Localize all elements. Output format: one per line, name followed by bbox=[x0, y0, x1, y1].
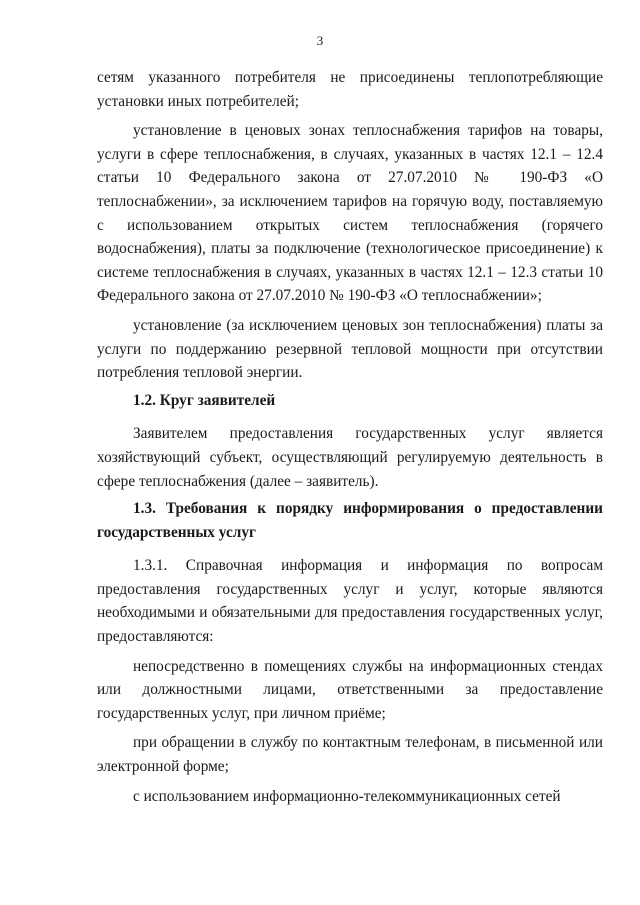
paragraph-reserve-capacity: установление (за исключением ценовых зон теплоснабжения) платы за услуги по поддержанию резервной тепловой мощности при отсутствии потребления тепловой энергии. bbox=[97, 316, 603, 382]
paragraph-phone-written: при обращении в службу по контактным телефонам, в письменной или электронной форме; bbox=[97, 734, 603, 776]
paragraph-consumer-installations: сетям указанного потребителя не присоединены теплопотребляющие установки иных потребителей; bbox=[97, 69, 603, 110]
document-body bbox=[97, 66, 603, 808]
paragraph-reference-info: 1.3.1. Справочная информация и информация по вопросам предоставления государственных услуг и услуг, которые являются необходимыми и обязательными для предоставления государственных услуг, предоставляются: bbox=[97, 557, 603, 646]
section-heading-informing: 1.3. Требования к порядку информирования о предоставлении государственных услуг bbox=[97, 500, 603, 541]
paragraph-info-stands: непосредственно в помещениях службы на информационных стендах или должностными лицами, ответственными за предоставление государственных услуг, при личном приёме; bbox=[97, 657, 603, 722]
paragraph-telecom-networks: с использованием информационно-телекоммуникационных сетей bbox=[133, 787, 561, 805]
section-heading-applicants: 1.2. Круг заявителей bbox=[133, 391, 276, 409]
page-number: 3 bbox=[316, 33, 324, 48]
paragraph-tariff-price-zones: установление в ценовых зонах теплоснабжения тарифов на товары, услуги в сфере теплоснабжения, в случаях, указанных в частях 12.1 – 12.4 статьи 10 Федерального закона от 27.07.2010 № 190-ФЗ «О теплоснабжении», за исключением тарифов на горячую воду, поставляемую с использованием открытых систем теплоснабжения (горячего водоснабжения), платы за подключение (технологическое присоединение) к системе теплоснабжения в случаях, указанных в частях 12.1 – 12.3 статьи 10 Федерального закона от 27.07.2010 № 190-ФЗ «О теплоснабжении»; bbox=[97, 122, 603, 305]
paragraph-applicant-definition: Заявителем предоставления государственных услуг является хозяйствующий субъект, осуществляющий регулируемую деятельность в сфере теплоснабжения (далее – заявитель). bbox=[97, 425, 603, 490]
